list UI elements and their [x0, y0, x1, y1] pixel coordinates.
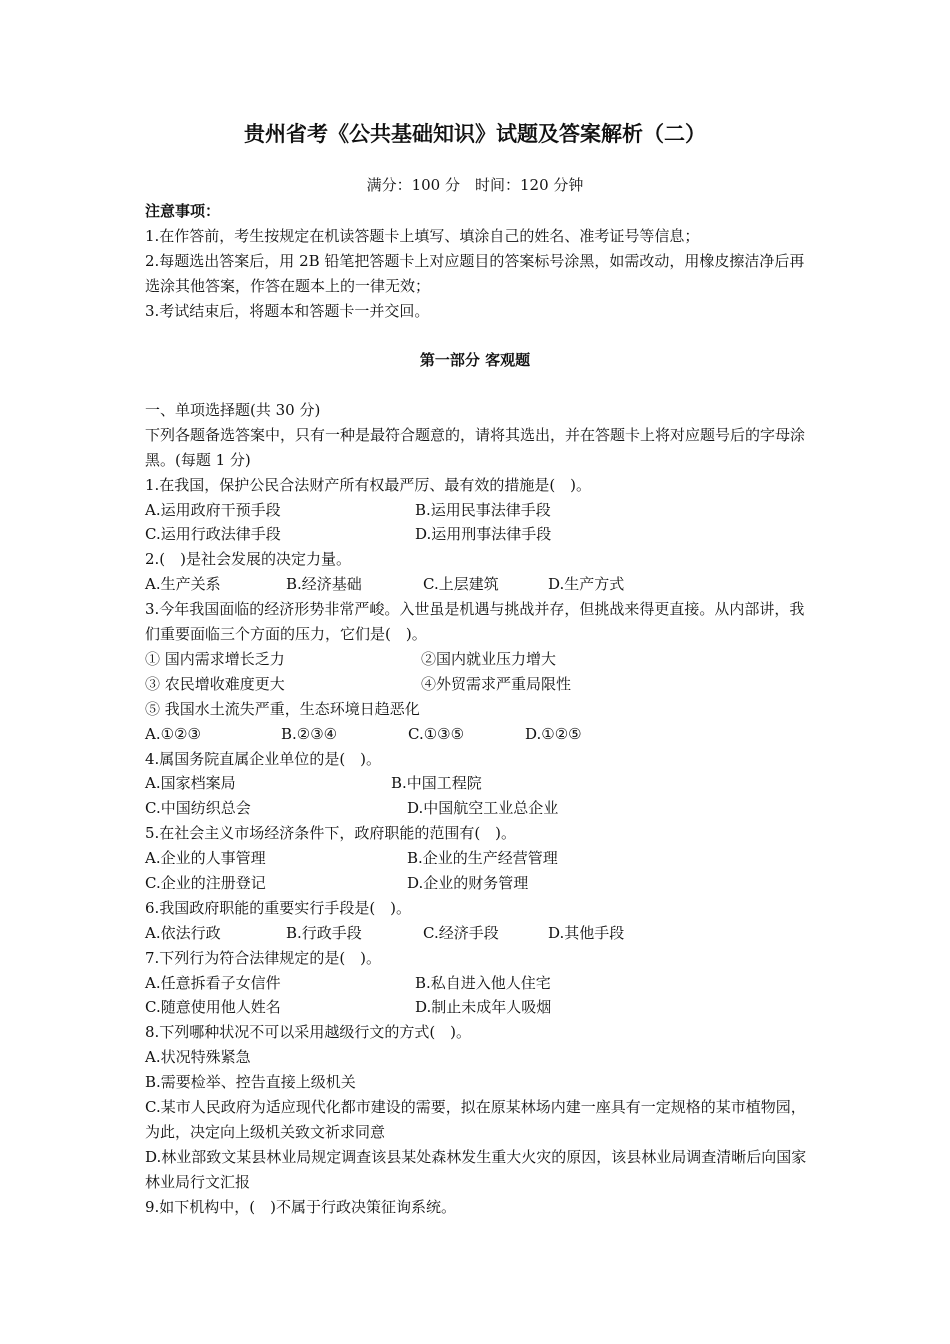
option-row: [145, 921, 815, 946]
option: D.企业的财务管理: [407, 873, 529, 892]
statement-item: ⑤ 我国水土流失严重，生态环境日趋恶化: [145, 699, 420, 718]
document-title: 贵州省考《公共基础知识》试题及答案解析（二）: [244, 122, 706, 146]
option: B.行政手段: [286, 923, 362, 942]
question-stem: 1.在我国，保护公民合法财产所有权最严厉、最有效的措施是( )。: [145, 475, 592, 494]
question-stem: 2.( )是社会发展的决定力量。: [145, 550, 352, 569]
question-stem: 6.我国政府职能的重要实行手段是( )。: [145, 898, 412, 917]
question-stem: 4.属国务院直属企业单位的是( )。: [145, 749, 382, 768]
part-title: 第一部分 客观题: [419, 351, 531, 369]
option: C.企业的注册登记: [145, 873, 266, 892]
option-row: [145, 572, 815, 597]
option-row: [145, 995, 815, 1020]
option: B.私自进入他人住宅: [415, 973, 551, 992]
option: C.某市人民政府为适应现代化都市建设的需要，拟在原某林场内建一座具有一定规格的某市植物园，为此，决定向上级机关致文祈求同意: [145, 1098, 806, 1141]
exam-meta: 满分：100 分 时间：120 分钟: [366, 176, 584, 194]
option: C.随意使用他人姓名: [145, 998, 281, 1017]
option-row: [145, 971, 815, 996]
notice-item: 3.考试结束后，将题本和答题卡一并交回。: [145, 302, 430, 320]
option: D.中国航空工业总企业: [407, 799, 559, 818]
option: A.①②③: [145, 724, 201, 743]
option: C.上层建筑: [423, 575, 499, 594]
option-row: [145, 846, 815, 871]
option: B.需要检举、控告直接上级机关: [145, 1073, 356, 1092]
question-stem: 9.如下机构中，( )不属于行政决策征询系统。: [145, 1197, 457, 1216]
question-stem: 7.下列行为符合法律规定的是( )。: [145, 948, 382, 967]
option-row: [145, 522, 815, 547]
option-row: [145, 771, 815, 796]
item-row: [145, 672, 815, 697]
option: D.运用刑事法律手段: [415, 525, 552, 544]
statement-item: ① 国内需求增长乏力: [145, 649, 285, 668]
option: A.运用政府干预手段: [145, 500, 281, 519]
option: A.企业的人事管理: [145, 849, 266, 868]
question-stem: 3.今年我国面临的经济形势非常严峻。入世虽是机遇与挑战并存，但挑战来得更直接。从内部讲，我们重要面临三个方面的压力，它们是( )。: [145, 600, 805, 644]
option: A.生产关系: [145, 575, 221, 594]
option-row: [145, 722, 815, 747]
option: A.状况特殊紧急: [145, 1048, 251, 1067]
statement-item: ②国内就业压力增大: [421, 649, 557, 668]
question-stem: 8.下列哪种状况不可以采用越级行文的方式( )。: [145, 1023, 472, 1042]
option: B.经济基础: [286, 575, 362, 594]
option: D.①②⑤: [525, 724, 582, 743]
option: B.中国工程院: [391, 774, 482, 793]
option: A.任意拆看子女信件: [145, 973, 281, 992]
option-row: [145, 871, 815, 896]
option: A.依法行政: [145, 923, 221, 942]
question-list: [145, 398, 815, 1220]
option: D.制止未成年人吸烟: [415, 998, 552, 1017]
option-row: [145, 796, 815, 821]
option-row: [145, 498, 815, 523]
section-instruction: 下列各题备选答案中，只有一种是最符合题意的，请将其选出，并在答题卡上将对应题号后的字母涂黑。(每题 1 分): [145, 425, 806, 469]
notice-heading: 注意事项：: [145, 202, 221, 220]
option: D.林业部致文某县林业局规定调查该县某处森林发生重大火灾的原因，该县林业局调查清晰后向国家林业局行文汇报: [145, 1147, 807, 1191]
statement-item: ③ 农民增收难度更大: [145, 674, 285, 693]
notice-item: 1.在作答前，考生按规定在机读答题卡上填写、填涂自己的姓名、准考证号等信息；: [145, 227, 700, 245]
option: C.运用行政法律手段: [145, 525, 281, 544]
option: A.国家档案局: [145, 774, 236, 793]
option: C.中国纺织总会: [145, 799, 251, 818]
option: C.①③⑤: [408, 724, 465, 743]
option: B.②③④: [281, 724, 338, 743]
statement-item: ④外贸需求严重局限性: [421, 674, 572, 693]
option: B.企业的生产经营管理: [407, 849, 558, 868]
notice-block: [145, 199, 815, 324]
option: D.其他手段: [548, 923, 625, 942]
section-heading: 一、单项选择题(共 30 分): [145, 401, 321, 419]
option: B.运用民事法律手段: [415, 500, 551, 519]
option: C.经济手段: [423, 923, 499, 942]
option: D.生产方式: [548, 575, 625, 594]
question-stem: 5.在社会主义市场经济条件下，政府职能的范围有( )。: [145, 824, 517, 843]
notice-item: 2.每题选出答案后，用 2B 铅笔把答题卡上对应题目的答案标号涂黑，如需改动，用橡皮擦洁净后再选涂其他答案，作答在题本上的一律无效；: [145, 252, 805, 295]
item-row: [145, 647, 815, 672]
